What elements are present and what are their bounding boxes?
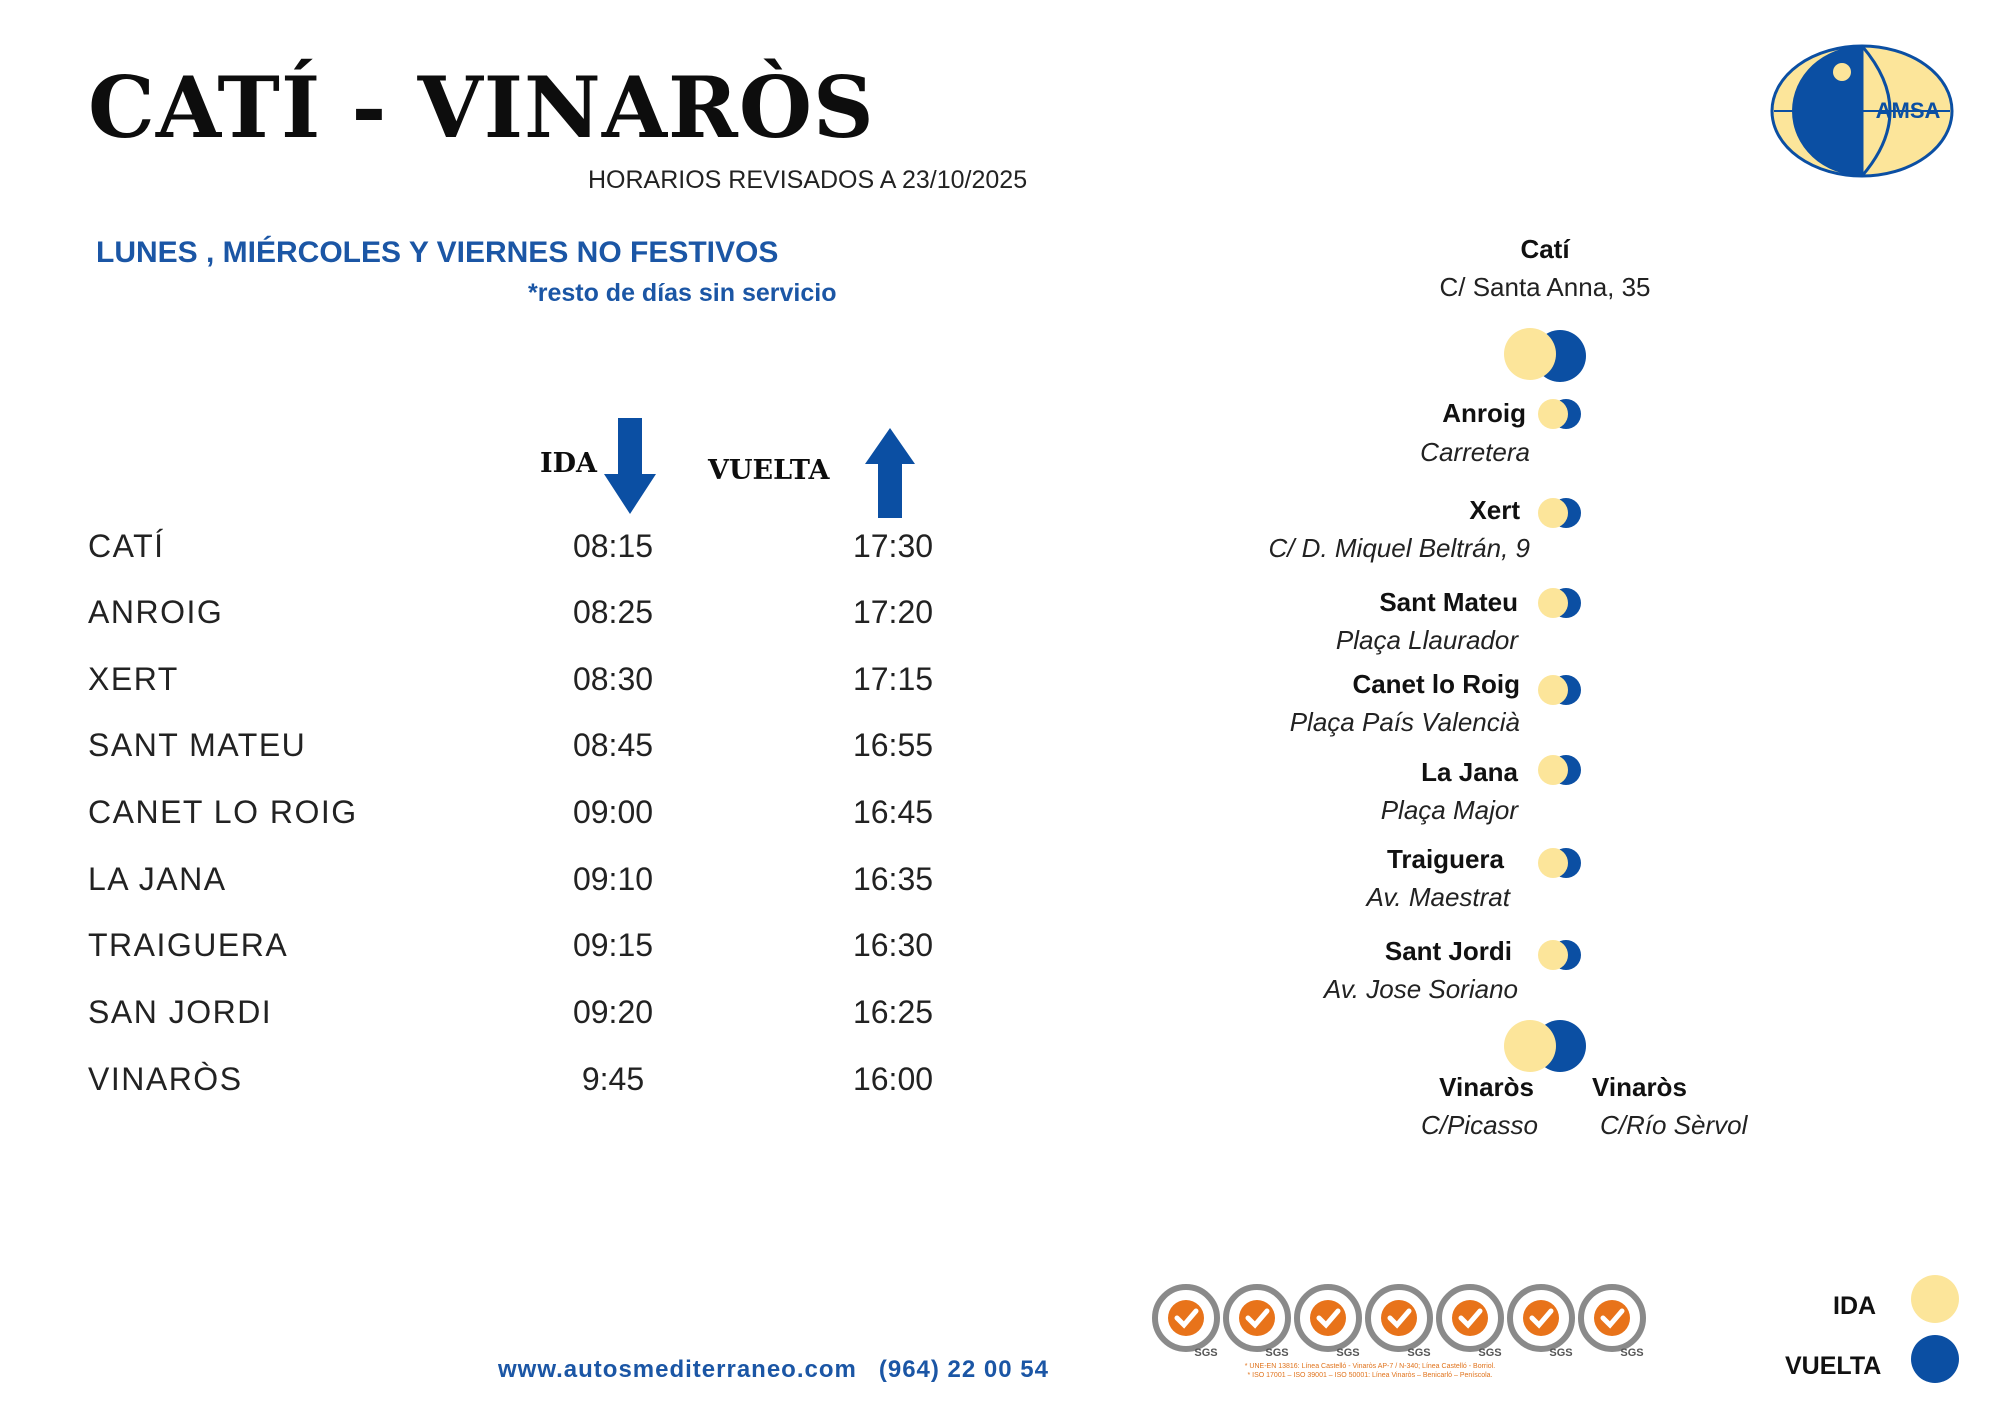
ida-time: 08:30 [572,661,654,697]
ida-time: 09:20 [572,994,654,1030]
route-stop-address: Av. Jose Soriano [1323,974,1518,1004]
stop-name: CANET LO ROIG [88,794,358,830]
website-link[interactable]: www.autosmediterraneo.com [498,1356,857,1383]
ida-time: 9:45 [581,1061,645,1097]
table-row [88,861,988,911]
stop-name: SAN JORDI [88,994,273,1030]
route-stop-address: C/ D. Miquel Beltrán, 9 [1268,533,1530,563]
stop-icon [1536,937,1584,973]
stop-icon [1536,396,1584,432]
route-stop-name: Traiguera [1386,844,1504,874]
vuelta-time: 16:00 [852,1061,934,1097]
start-stop-icon [1500,326,1592,386]
stop-name: XERT [88,661,179,697]
stop-icon [1536,845,1584,881]
table-row [88,727,988,777]
table-row [88,1061,988,1111]
table-row [88,994,988,1044]
stop-name: SANT MATEU [88,727,307,763]
contact-line [498,1356,1049,1384]
ida-time: 09:15 [572,927,654,963]
route-start-address: C/ Santa Anna, 35 [1439,272,1651,302]
route-end-ida-address: C/Picasso [1420,1110,1538,1140]
cert-badges-graphic [1152,1282,1662,1382]
stop-name: ANROIG [88,594,224,630]
stop-name: CATÍ [88,528,165,564]
legend-vuelta-label: VUELTA [1785,1352,1882,1380]
svg-text:SGS: SGS [1620,1347,1644,1359]
cert-note-1: * UNE-EN 13816: Línea Castelló - Vinaròs AP-7 / N-340; Línea Castelló - Borriol. [1244,1363,1496,1370]
stop-icon [1536,495,1584,531]
route-stop-name: Sant Mateu [1379,587,1518,617]
legend-ida-swatch [1910,1274,1960,1324]
cert-seal-icon [1155,1287,1218,1359]
end-stop-icon [1500,1016,1592,1076]
ida-time: 08:25 [572,594,654,630]
certification-badges [1152,1282,1662,1382]
service-days: LUNES , MIÉRCOLES Y VIERNES NO FESTIVOS [96,236,779,269]
vuelta-time: 17:15 [852,661,934,697]
cert-seal-icon [1439,1287,1502,1359]
route-stop-name: Anroig [1442,398,1526,428]
route-end-vuelta-name: Vinaròs [1592,1072,1687,1102]
vuelta-time: 17:30 [852,528,934,564]
legend-vuelta-swatch [1910,1334,1960,1384]
ida-time: 09:10 [572,861,654,897]
svg-text:SGS: SGS [1194,1347,1218,1359]
stop-icon [1536,672,1584,708]
cert-seal-icon [1510,1287,1573,1359]
table-row [88,594,988,644]
route-start-name: Catí [1520,234,1570,264]
route-stop-address: Av. Maestrat [1366,882,1510,912]
vuelta-time: 16:45 [852,794,934,830]
table-row [88,927,988,977]
stop-name: LA JANA [88,861,227,897]
vuelta-time: 16:30 [852,927,934,963]
stop-icon [1536,752,1584,788]
cert-seal-icon [1368,1287,1431,1359]
route-end-vuelta-address: C/Río Sèrvol [1600,1110,1748,1140]
vuelta-time: 17:20 [852,594,934,630]
amsa-logo [1768,42,1956,180]
cert-note-2: * ISO 17001 – ISO 39001 – ISO 50001: Línea Vinaròs – Benicarló – Peníscola. [1247,1372,1493,1379]
stop-name: VINARÒS [88,1061,243,1097]
route-stop-address: Plaça Major [1380,795,1518,825]
table-row [88,528,988,578]
route-stop-address: Plaça Llaurador [1335,625,1518,655]
svg-text:SGS: SGS [1407,1347,1431,1359]
route-stop-name: Xert [1469,495,1520,525]
page-title: CATÍ - VINARÒS [88,58,875,157]
route-stop-address: Carretera [1420,437,1530,467]
phone-number: (964) 22 00 54 [878,1356,1049,1383]
table-row [88,794,988,844]
ida-column-header: IDA [540,448,597,479]
ida-time: 08:45 [572,727,654,763]
svg-text:SGS: SGS [1336,1347,1360,1359]
arrow-up-icon [865,428,915,518]
vuelta-column-header: VUELTA [708,455,830,486]
svg-text:SGS: SGS [1549,1347,1573,1359]
vuelta-time: 16:55 [852,727,934,763]
vuelta-time: 16:25 [852,994,934,1030]
vuelta-time: 16:35 [852,861,934,897]
svg-text:SGS: SGS [1478,1347,1502,1359]
svg-text:SGS: SGS [1265,1347,1289,1359]
legend-ida-label: IDA [1833,1292,1877,1320]
ida-time: 08:15 [572,528,654,564]
ida-time: 09:00 [572,794,654,830]
cert-seal-icon [1226,1287,1289,1359]
route-stop-name: Sant Jordi [1384,936,1512,966]
table-row [88,661,988,711]
route-stop-address: Plaça País Valencià [1289,707,1520,737]
arrow-down-icon [604,418,656,514]
cert-seal-icon [1297,1287,1360,1359]
stop-icon [1536,585,1584,621]
service-note: *resto de días sin servicio [528,279,837,307]
route-stop-name: Canet lo Roig [1352,669,1520,699]
route-end-ida-name: Vinaròs [1439,1072,1534,1102]
cert-seal-icon [1581,1287,1644,1359]
route-stop-name: La Jana [1421,757,1518,787]
logo-text: AMSA [1875,98,1941,123]
stop-name: TRAIGUERA [88,927,289,963]
revision-date: HORARIOS REVISADOS A 23/10/2025 [588,166,1028,194]
